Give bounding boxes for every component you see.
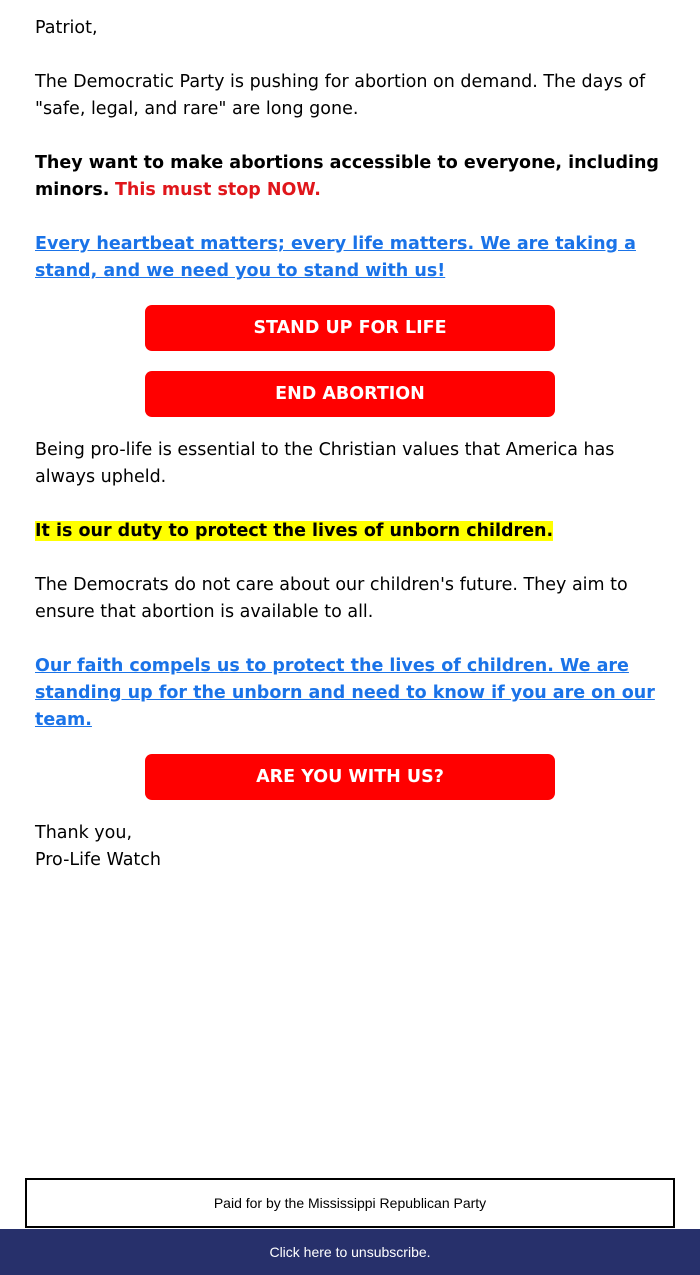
email-body <box>35 15 665 312</box>
heartbeat-link[interactable]: Every heartbeat matters; every life matters. We are taking a stand, and we need you to stand with us! <box>35 234 636 281</box>
button-row-2 <box>145 371 555 417</box>
button-row-1 <box>145 305 555 351</box>
faith-link[interactable]: Our faith compels us to protect the lives of children. We are standing up for the unborn and need to know if you are on our team. <box>35 656 655 730</box>
signature-block <box>35 820 161 874</box>
end-abortion-button[interactable]: END ABORTION <box>145 371 555 417</box>
stand-up-for-life-button[interactable]: STAND UP FOR LIFE <box>145 305 555 351</box>
are-you-with-us-button[interactable]: ARE YOU WITH US? <box>145 754 555 800</box>
signature: Pro-Life Watch <box>35 850 161 870</box>
unsubscribe-bar <box>0 1229 700 1275</box>
warning-bold-text: They want to make abortions accessible to everyone, including minors. <box>35 153 659 200</box>
values-paragraph: Being pro-life is essential to the Christian values that America has always upheld. <box>35 440 615 487</box>
paid-for-disclaimer: Paid for by the Mississippi Republican Party <box>25 1178 675 1228</box>
signoff: Thank you, <box>35 823 133 843</box>
button-row-3 <box>145 754 555 800</box>
greeting: Patriot, <box>35 18 98 38</box>
duty-paragraph <box>35 518 665 545</box>
link-paragraph-1 <box>35 231 665 285</box>
intro-paragraph: The Democratic Party is pushing for abortion on demand. The days of "safe, legal, and rare" are long gone. <box>35 72 646 119</box>
warning-red-text: This must stop NOW. <box>115 180 321 200</box>
highlighted-text: It is our duty to protect the lives of unborn children. <box>35 521 554 541</box>
warning-paragraph <box>35 150 665 204</box>
democrats-paragraph: The Democrats do not care about our children's future. They aim to ensure that abortion is available to all. <box>35 575 628 622</box>
email-body-middle <box>35 437 665 761</box>
unsubscribe-link[interactable]: Click here to unsubscribe. <box>269 1244 431 1260</box>
link-paragraph-2 <box>35 653 665 734</box>
